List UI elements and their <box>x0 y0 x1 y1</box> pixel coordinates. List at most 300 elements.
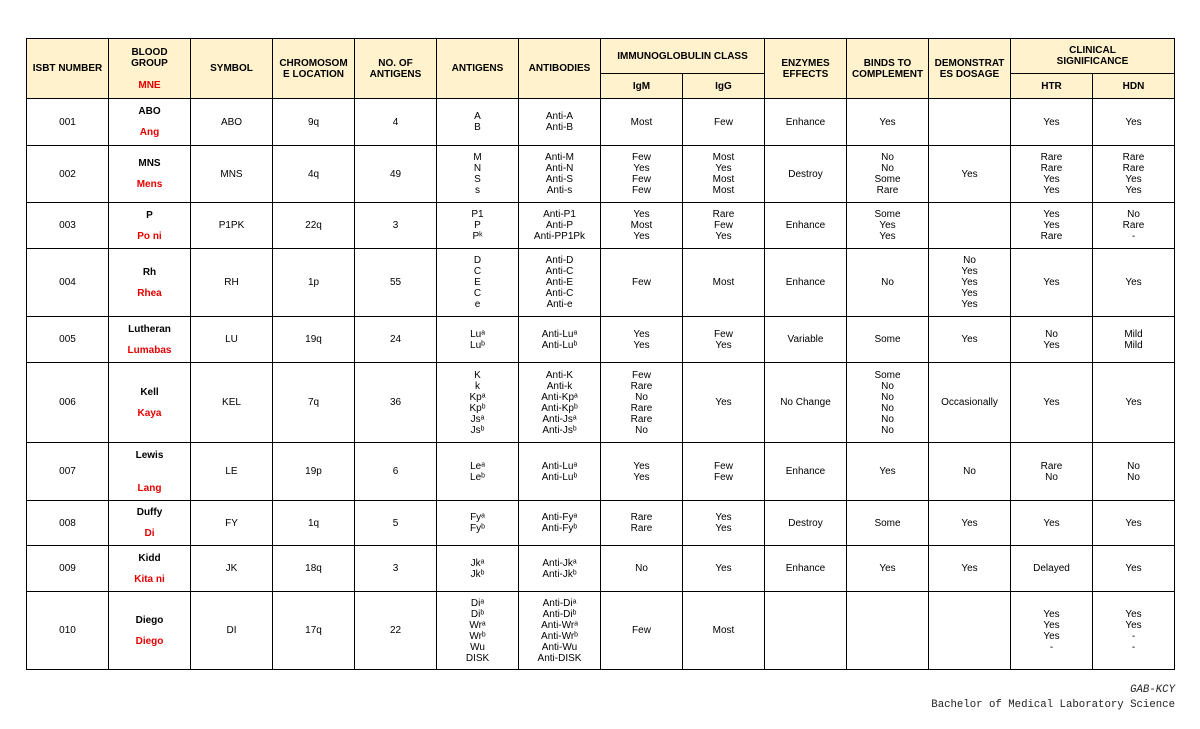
igm-cell <box>601 146 683 203</box>
symbol-cell <box>191 203 273 249</box>
antigen-count-cell <box>355 146 437 203</box>
antigens-value: P <box>474 220 481 231</box>
header-label: DEMONSTRAT <box>934 57 1005 69</box>
header-immunoglobulin-class <box>601 39 765 74</box>
binds-to-complement-cell <box>847 546 929 592</box>
hdn-cell <box>1093 546 1175 592</box>
enzyme-effects-cell <box>765 99 847 146</box>
antigens-value: Wu <box>470 641 485 653</box>
igm-cell <box>601 363 683 443</box>
demonstrates-dosage-value: Yes <box>961 277 978 288</box>
igg-value: Yes <box>715 523 732 534</box>
hdn-value: - <box>1131 641 1136 653</box>
enzyme-effects-value: No Change <box>780 397 831 408</box>
blood-group-cell <box>109 592 191 670</box>
hdn-value: Yes <box>1125 174 1142 185</box>
igg-value: Yes <box>715 563 732 574</box>
header-label: EFFECTS <box>782 68 829 80</box>
binds-to-complement-value: No <box>881 163 894 174</box>
enzyme-effects-value: Enhance <box>785 116 826 128</box>
header-blood-group <box>109 39 191 99</box>
blood-group-name: P <box>146 209 153 221</box>
antigens-value: Kpᵇ <box>469 402 486 414</box>
header-label: SIGNIFICANCE <box>1056 56 1129 67</box>
demonstrates-dosage-cell <box>929 146 1011 203</box>
blood-group-name: Lewis <box>135 449 164 461</box>
chromosome-location-value: 1q <box>307 517 320 529</box>
antibodies-value: Anti-B <box>545 122 574 133</box>
antigens-cell <box>437 363 519 443</box>
igg-value: Most <box>712 185 735 196</box>
antigens-value: S <box>474 174 481 185</box>
demonstrates-dosage-value: Yes <box>961 563 978 574</box>
table-row <box>27 443 1175 501</box>
chromosome-location-cell <box>273 501 355 546</box>
igm-value: Yes <box>633 209 650 220</box>
htr-value: Rare <box>1040 460 1063 472</box>
header-igg <box>683 74 765 99</box>
enzyme-effects-value: Enhance <box>785 277 826 288</box>
header-label: COMPLEMENT <box>851 68 924 80</box>
binds-to-complement-value: Rare <box>876 185 899 196</box>
header-label: E LOCATION <box>283 68 344 80</box>
igm-cell <box>601 546 683 592</box>
antigen-count-cell <box>355 443 437 501</box>
blood-group-name: Diego <box>135 614 164 626</box>
symbol-cell <box>191 592 273 670</box>
antigen-count-cell <box>355 501 437 546</box>
hdn-cell <box>1093 146 1175 203</box>
igg-value: Most <box>712 152 735 163</box>
htr-cell <box>1011 363 1093 443</box>
antibodies-value: Anti-Kpᵇ <box>541 402 578 414</box>
antigens-value: Leᵃ <box>470 460 485 472</box>
blood-group-mnemonic: Ang <box>139 127 160 138</box>
hdn-value: Rare <box>1122 220 1145 231</box>
demonstrates-dosage-cell <box>929 501 1011 546</box>
binds-to-complement-value: No <box>881 152 894 163</box>
footer <box>931 683 1175 713</box>
igg-cell <box>683 99 765 146</box>
antibodies-value: Anti-DISK <box>537 652 582 664</box>
antibodies-value: Anti-P1 <box>543 209 576 220</box>
htr-value: Yes <box>1043 608 1060 620</box>
header-label: NO. OF <box>378 57 413 69</box>
header-symbol <box>191 39 273 99</box>
antibodies-value: Anti-Fyᵇ <box>541 523 578 534</box>
enzyme-effects-value: Enhance <box>785 563 826 574</box>
binds-to-complement-cell <box>847 443 929 501</box>
antigens-value: Wrᵇ <box>469 630 486 642</box>
antigens-value: K <box>474 369 481 381</box>
binds-to-complement-value: Some <box>874 174 901 185</box>
header-label: BINDS TO <box>863 57 912 69</box>
antigens-value: s <box>475 185 480 196</box>
antigens-value: Jsᵃ <box>470 413 485 425</box>
igg-cell <box>683 249 765 317</box>
htr-cell <box>1011 546 1093 592</box>
igg-value: Most <box>712 625 735 636</box>
chromosome-location-cell <box>273 99 355 146</box>
blood-group-mnemonic: Lumabas <box>127 344 172 356</box>
htr-cell <box>1011 203 1093 249</box>
igm-value: Most <box>630 220 653 231</box>
htr-value: Yes <box>1043 277 1060 288</box>
binds-to-complement-value: No <box>881 424 894 436</box>
chromosome-location-cell <box>273 592 355 670</box>
antigen-count-value: 6 <box>392 466 399 477</box>
symbol-cell <box>191 317 273 363</box>
htr-cell <box>1011 443 1093 501</box>
igm-cell <box>601 99 683 146</box>
igm-value: Rare <box>630 413 653 425</box>
binds-to-complement-value: Some <box>874 369 901 381</box>
hdn-value: Yes <box>1125 185 1142 196</box>
chromosome-location-cell <box>273 546 355 592</box>
igg-value: Few <box>714 220 733 231</box>
antigens-value: D <box>473 255 482 266</box>
symbol-value: FY <box>225 517 238 529</box>
header-label: HDN <box>1122 80 1145 92</box>
binds-to-complement-cell <box>847 317 929 363</box>
hdn-cell <box>1093 443 1175 501</box>
binds-to-complement-cell <box>847 501 929 546</box>
hdn-value: Yes <box>1125 517 1142 529</box>
symbol-cell <box>191 546 273 592</box>
header-label: ES DOSAGE <box>939 68 1000 80</box>
header-chromosome-location <box>273 39 355 99</box>
antigens-value: Jsᵇ <box>470 424 485 436</box>
symbol-value: RH <box>224 277 239 288</box>
blood-group-mnemonic: Di <box>144 528 155 539</box>
igg-value: Rare <box>712 209 735 220</box>
igg-value: Few <box>714 328 733 340</box>
igg-value: Most <box>712 277 735 288</box>
antibodies-value: Anti-D <box>545 255 574 266</box>
header-label: ANTIGENS <box>451 63 504 74</box>
binds-to-complement-value: Some <box>874 517 901 529</box>
antibodies-value: Anti-Diᵃ <box>542 597 577 609</box>
antigens-value: Wrᵃ <box>469 619 486 631</box>
htr-value: Rare <box>1040 231 1063 242</box>
header-label: ENZYMES <box>781 57 830 69</box>
hdn-value: Yes <box>1125 397 1142 408</box>
antigen-count-value: 3 <box>392 220 399 231</box>
table-row <box>27 363 1175 443</box>
enzyme-effects-cell <box>765 203 847 249</box>
enzyme-effects-value: Enhance <box>785 220 826 231</box>
htr-value: Yes <box>1043 517 1060 529</box>
enzyme-effects-value: Destroy <box>788 517 823 529</box>
footer-author: GAB-KCY <box>1130 684 1175 696</box>
antigens-value: Fyᵇ <box>470 523 485 534</box>
antibodies-value: Anti-Jkᵇ <box>542 568 577 580</box>
igg-value: Yes <box>715 231 732 242</box>
header-binds-to-complement <box>847 39 929 99</box>
table-header <box>27 39 1175 99</box>
table-row <box>27 146 1175 203</box>
symbol-value: LE <box>225 466 238 477</box>
demonstrates-dosage-value: Yes <box>961 334 978 345</box>
isbt-number-value: 004 <box>59 277 76 288</box>
demonstrates-dosage-cell <box>929 363 1011 443</box>
igm-cell <box>601 249 683 317</box>
igg-value: Few <box>714 471 733 483</box>
igm-value: Few <box>632 174 651 185</box>
igm-value: No <box>635 424 648 436</box>
antigen-count-cell <box>355 317 437 363</box>
antigens-value: N <box>473 163 482 174</box>
htr-value: Yes <box>1043 185 1060 196</box>
hdn-value: Yes <box>1125 619 1142 631</box>
igm-value: Rare <box>630 512 653 523</box>
symbol-cell <box>191 249 273 317</box>
header-label: ANTIBODIES <box>528 63 591 74</box>
isbt-number-value: 008 <box>59 517 76 529</box>
blood-group-mnemonic: Mens <box>136 179 163 190</box>
chromosome-location-cell <box>273 363 355 443</box>
chromosome-location-cell <box>273 146 355 203</box>
htr-value: Yes <box>1043 619 1060 631</box>
igm-value: Yes <box>633 339 650 351</box>
blood-group-name: Rh <box>142 266 157 278</box>
header-label: GROUP <box>131 57 168 69</box>
blood-group-name: MNS <box>138 158 161 169</box>
antibodies-value: Anti-Luᵃ <box>541 460 578 472</box>
isbt-number-cell <box>27 249 109 317</box>
blood-group-cell <box>109 546 191 592</box>
isbt-number-cell <box>27 443 109 501</box>
enzyme-effects-value: Destroy <box>788 168 823 180</box>
htr-value: Delayed <box>1033 563 1070 574</box>
enzyme-effects-cell <box>765 546 847 592</box>
symbol-value: JK <box>225 563 238 574</box>
blood-group-name: Kidd <box>138 552 161 564</box>
symbol-cell <box>191 501 273 546</box>
igg-cell <box>683 317 765 363</box>
chromosome-location-value: 1p <box>307 277 320 288</box>
demonstrates-dosage-value: No <box>963 255 976 266</box>
igm-value: Few <box>632 625 651 636</box>
chromosome-location-cell <box>273 443 355 501</box>
antigens-value: B <box>474 122 481 133</box>
antigens-value: k <box>475 380 480 392</box>
antibodies-value: Anti-Diᵇ <box>542 608 577 620</box>
header-no-of-antigens <box>355 39 437 99</box>
header-label: CLINICAL <box>1069 45 1116 56</box>
antibodies-cell <box>519 203 601 249</box>
antigens-value: M <box>473 152 482 163</box>
igg-cell <box>683 363 765 443</box>
blood-group-mnemonic: Kaya <box>137 407 162 419</box>
isbt-number-value: 006 <box>59 397 76 408</box>
hdn-value: Mild <box>1124 328 1143 340</box>
antibodies-cell <box>519 546 601 592</box>
demonstrates-dosage-cell <box>929 592 1011 670</box>
antigen-count-value: 5 <box>392 517 399 529</box>
blood-group-cell <box>109 203 191 249</box>
blood-group-name: Lutheran <box>128 323 171 335</box>
igm-value: Rare <box>630 402 653 414</box>
hdn-value: - <box>1131 231 1136 242</box>
demonstrates-dosage-cell <box>929 546 1011 592</box>
antigens-value: Kpᵃ <box>469 391 486 403</box>
enzyme-effects-cell <box>765 363 847 443</box>
header-isbt-number <box>27 39 109 99</box>
hdn-value: Yes <box>1125 563 1142 574</box>
chromosome-location-value: 7q <box>307 397 320 408</box>
antibodies-value: Anti-A <box>545 111 574 122</box>
hdn-cell <box>1093 363 1175 443</box>
chromosome-location-cell <box>273 249 355 317</box>
antibodies-cell <box>519 501 601 546</box>
blood-group-mnemonic: Lang <box>137 482 162 494</box>
igm-cell <box>601 443 683 501</box>
blood-group-cell <box>109 99 191 146</box>
antigen-count-value: 4 <box>392 116 399 128</box>
enzyme-effects-cell <box>765 501 847 546</box>
hdn-cell <box>1093 249 1175 317</box>
header-label: IMMUNOGLOBULIN CLASS <box>617 50 748 62</box>
hdn-value: No <box>1127 209 1140 220</box>
antibodies-value: Anti-Luᵃ <box>541 328 578 340</box>
demonstrates-dosage-cell <box>929 99 1011 146</box>
antigens-value: Diᵃ <box>470 597 485 609</box>
antibodies-value: Anti-s <box>546 185 573 196</box>
blood-group-name: Duffy <box>136 507 163 518</box>
antigens-value: C <box>473 266 482 277</box>
demonstrates-dosage-cell <box>929 317 1011 363</box>
blood-group-cell <box>109 443 191 501</box>
igm-value: Rare <box>630 380 653 392</box>
isbt-number-cell <box>27 501 109 546</box>
hdn-value: Yes <box>1125 277 1142 288</box>
demonstrates-dosage-value: No <box>963 466 976 477</box>
hdn-cell <box>1093 317 1175 363</box>
header-label: SYMBOL <box>210 63 253 74</box>
isbt-number-cell <box>27 203 109 249</box>
header-antigens <box>437 39 519 99</box>
hdn-value: Rare <box>1122 163 1145 174</box>
antibodies-value: Anti-Wrᵇ <box>541 630 578 642</box>
antibodies-cell <box>519 249 601 317</box>
enzyme-effects-value: Enhance <box>785 466 826 477</box>
antigens-value: Diᵇ <box>470 608 485 620</box>
htr-value: Rare <box>1040 163 1063 174</box>
htr-cell <box>1011 592 1093 670</box>
igm-value: Yes <box>633 328 650 340</box>
antibodies-cell <box>519 146 601 203</box>
blood-group-mnemonic: Po ni <box>137 230 162 242</box>
isbt-number-value: 002 <box>59 168 76 180</box>
antigens-cell <box>437 501 519 546</box>
symbol-cell <box>191 443 273 501</box>
binds-to-complement-value: Some <box>874 334 901 345</box>
table-row <box>27 546 1175 592</box>
isbt-number-cell <box>27 146 109 203</box>
header-igm <box>601 74 683 99</box>
htr-value: Yes <box>1043 220 1060 231</box>
htr-cell <box>1011 99 1093 146</box>
demonstrates-dosage-value: Yes <box>961 288 978 299</box>
enzyme-effects-cell <box>765 592 847 670</box>
blood-group-name: Kell <box>140 386 159 398</box>
isbt-number-cell <box>27 363 109 443</box>
symbol-cell <box>191 99 273 146</box>
antigen-count-value: 55 <box>389 277 402 288</box>
blood-group-mnemonic: Rhea <box>137 287 162 299</box>
binds-to-complement-cell <box>847 249 929 317</box>
igg-cell <box>683 146 765 203</box>
antigens-value: Luᵇ <box>470 339 485 351</box>
antibodies-value: Anti-C <box>545 288 574 299</box>
enzyme-effects-value: Variable <box>787 334 824 345</box>
header-label: HTR <box>1041 80 1062 92</box>
header-enzymes-effects <box>765 39 847 99</box>
table-row <box>27 203 1175 249</box>
htr-value: Yes <box>1043 174 1060 185</box>
table-row <box>27 99 1175 146</box>
antigens-cell <box>437 203 519 249</box>
demonstrates-dosage-cell <box>929 249 1011 317</box>
igg-cell <box>683 203 765 249</box>
blood-group-cell <box>109 501 191 546</box>
hdn-cell <box>1093 99 1175 146</box>
antigens-cell <box>437 146 519 203</box>
blood-group-cell <box>109 363 191 443</box>
isbt-number-value: 005 <box>59 334 76 345</box>
antigens-cell <box>437 443 519 501</box>
binds-to-complement-value: Yes <box>879 231 896 242</box>
antibodies-value: Anti-Kpᵃ <box>541 391 578 403</box>
htr-cell <box>1011 146 1093 203</box>
antigens-value: C <box>473 288 482 299</box>
igm-value: Most <box>630 116 653 128</box>
antigens-value: Luᵃ <box>470 328 485 340</box>
symbol-value: ABO <box>220 116 243 128</box>
hdn-value: Mild <box>1124 339 1143 351</box>
symbol-value: MNS <box>220 168 243 180</box>
antibodies-value: Anti-K <box>545 369 574 381</box>
antigen-count-value: 49 <box>389 168 402 180</box>
antigens-cell <box>437 317 519 363</box>
blood-group-cell <box>109 249 191 317</box>
header-label: BLOOD <box>131 46 168 58</box>
enzyme-effects-cell <box>765 443 847 501</box>
header-label: CHROMOSOM <box>279 57 348 69</box>
igm-cell <box>601 592 683 670</box>
antibodies-value: Anti-M <box>545 152 574 163</box>
antibodies-cell <box>519 99 601 146</box>
binds-to-complement-value: No <box>881 380 894 392</box>
hdn-value: Yes <box>1125 608 1142 620</box>
antibodies-value: Anti-P <box>545 220 574 231</box>
header-label: IgG <box>715 80 732 92</box>
antibodies-value: Anti-k <box>546 380 573 392</box>
header-antibodies <box>519 39 601 99</box>
hdn-value: Yes <box>1125 116 1142 128</box>
antibodies-value: Anti-Luᵇ <box>541 339 578 351</box>
antibodies-cell <box>519 317 601 363</box>
binds-to-complement-value: Some <box>874 209 901 220</box>
igm-value: Rare <box>630 523 653 534</box>
header-demonstrates-dosage <box>929 39 1011 99</box>
igm-value: No <box>635 563 648 574</box>
binds-to-complement-value: Yes <box>879 563 896 574</box>
binds-to-complement-value: Yes <box>879 116 896 128</box>
isbt-number-cell <box>27 99 109 146</box>
htr-value: Yes <box>1043 630 1060 642</box>
